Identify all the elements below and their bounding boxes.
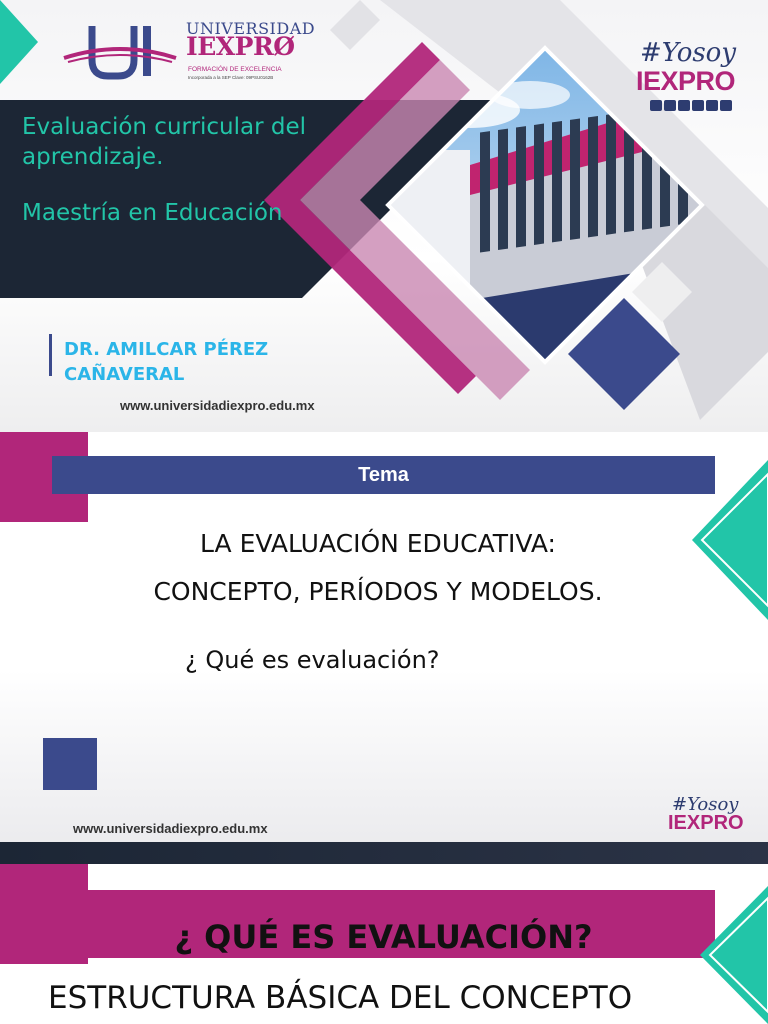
- hashtag-brand-text: IEXPRO: [668, 812, 744, 834]
- slide-subtitle: ESTRUCTURA BÁSICA DEL CONCEPTO: [48, 980, 633, 1016]
- question-slide: [0, 864, 768, 1024]
- course-title: Evaluación curricular del aprendizaje.: [22, 114, 307, 170]
- grey-small-square: [330, 0, 380, 50]
- slide-title: ¿ QUÉ ES EVALUACIÓN?: [174, 918, 593, 956]
- navy-square-shape: [43, 738, 97, 790]
- question-text: ¿ Qué es evaluación?: [185, 646, 440, 674]
- youtube-icon[interactable]: [692, 100, 704, 111]
- tiktok-icon[interactable]: [720, 100, 732, 111]
- social-icons-row: [650, 100, 732, 111]
- dark-footer-strip: [0, 842, 768, 864]
- instagram-icon[interactable]: [664, 100, 676, 111]
- facebook-icon[interactable]: [650, 100, 662, 111]
- website-link[interactable]: www.universidadiexpro.edu.mx: [120, 398, 315, 413]
- university-logo-mark: [64, 26, 176, 76]
- author-accent-bar: [49, 334, 52, 376]
- topic-slide: [0, 432, 768, 864]
- twitter-icon[interactable]: [678, 100, 690, 111]
- logo-brand-text: IEXPRØ: [186, 32, 295, 61]
- logo-university-text: UNIVERSIDAD: [186, 19, 316, 38]
- teal-corner-shape: [0, 0, 38, 84]
- hashtag-brand-text: IEXPRO: [636, 66, 736, 96]
- author-name: DR. AMILCAR PÉREZ CAÑAVERAL: [64, 339, 269, 385]
- tema-label: Tema: [358, 464, 409, 486]
- topic-title-line1: LA EVALUACIÓN EDUCATIVA:: [200, 529, 556, 558]
- hashtag-text: #Yosoy: [640, 38, 737, 68]
- cover-slide: [0, 0, 768, 432]
- hashtag-text: #Yosoy: [672, 794, 739, 815]
- logo-small-print: Incorporada a la SEP Clave: 09PSU0162B: [188, 75, 274, 80]
- website-link[interactable]: www.universidadiexpro.edu.mx: [73, 821, 268, 836]
- topic-title-line2: CONCEPTO, PERÍODOS Y MODELOS.: [153, 577, 603, 606]
- linkedin-icon[interactable]: [706, 100, 718, 111]
- topic-title: [40, 520, 716, 616]
- logo-tagline: FORMACIÓN DE EXCELENCIA: [188, 66, 282, 73]
- program-title: Maestría en Educación: [22, 200, 283, 226]
